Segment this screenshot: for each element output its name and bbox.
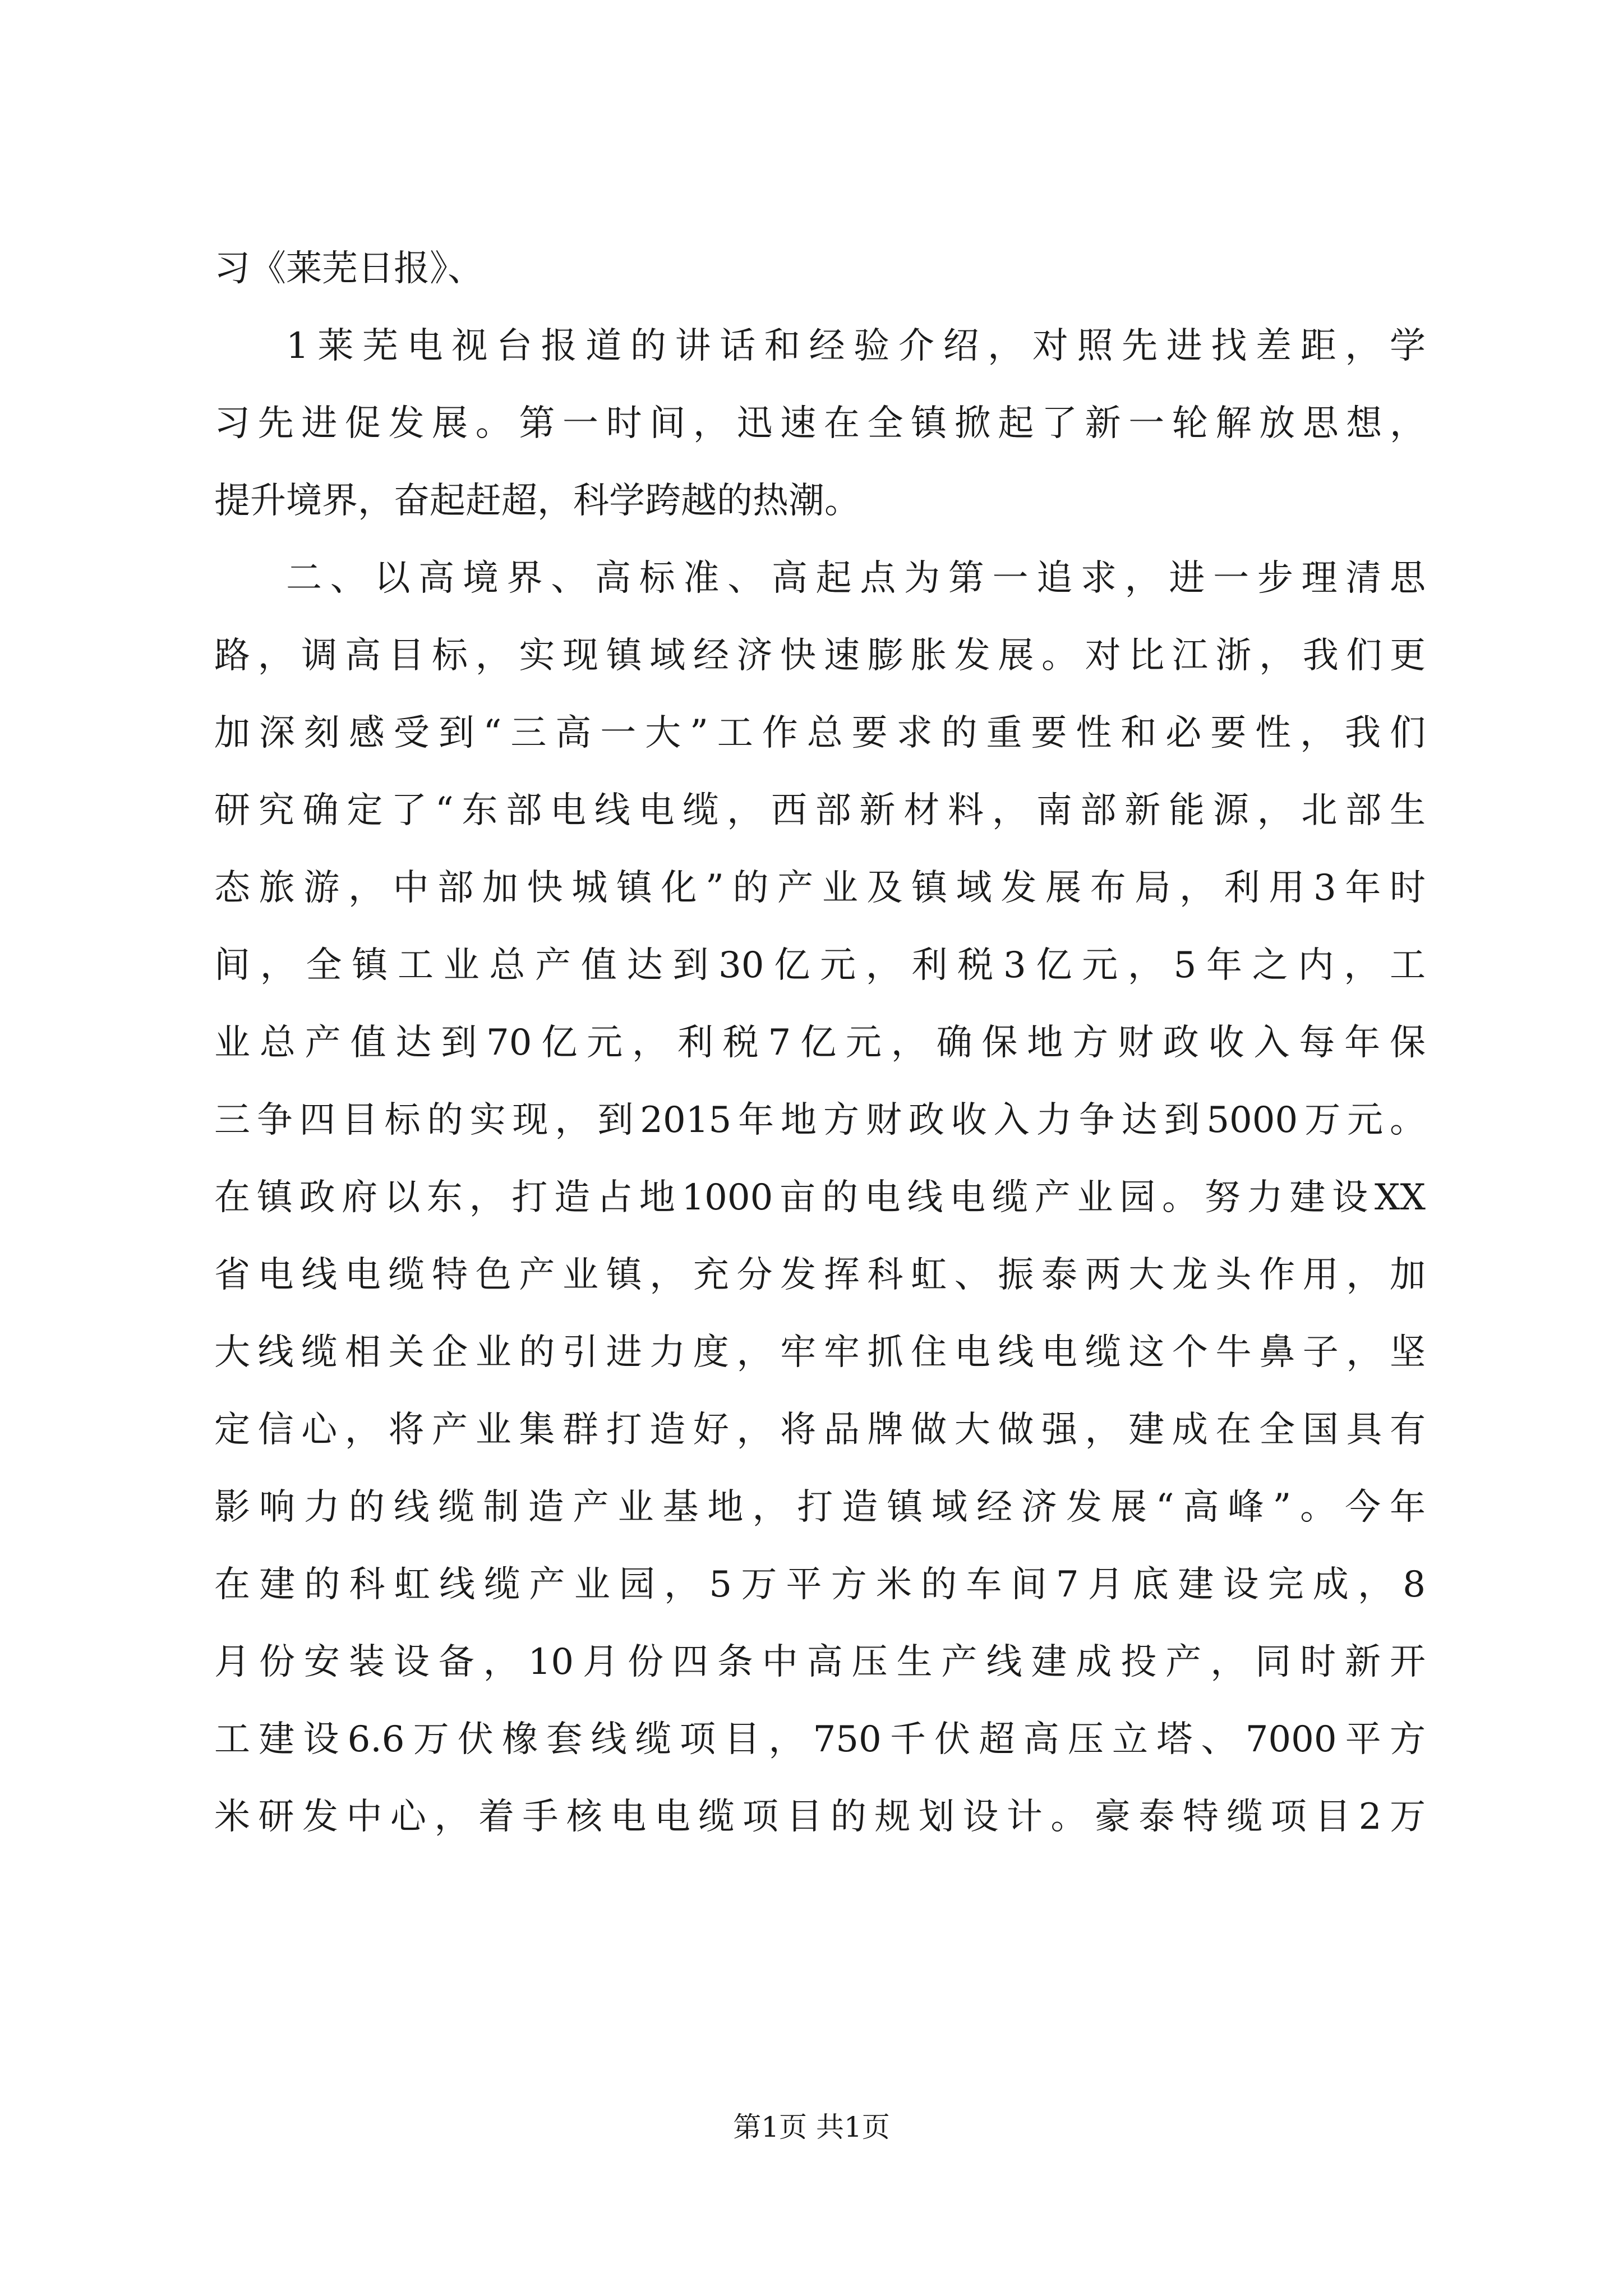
text-line: 省电线电缆特色产业镇，充分发挥科虹、振泰两大龙头作用，加 — [214, 1254, 1426, 1296]
text-line: 在镇政府以东，打造占地1000亩的电线电缆产业园。努力建设XX — [214, 1177, 1426, 1218]
text-line: 习先进促发展。第一时间，迅速在全镇掀起了新一轮解放思想， — [214, 403, 1426, 444]
text-line: 二、以高境界、高标准、高起点为第一追求，进一步理清思 — [286, 558, 1426, 599]
page-footer: 第1页 共1页 — [733, 2111, 890, 2143]
text-line: 影响力的线缆制造产业基地，打造镇域经济发展“高峰”。今年 — [214, 1487, 1426, 1528]
text-line: 1莱芜电视台报道的讲话和经验介绍，对照先进找差距，学 — [286, 325, 1426, 367]
text-line: 间，全镇工业总产值达到30亿元，利税3亿元，5年之内，工 — [214, 945, 1426, 986]
text-line: 三争四目标的实现，到2015年地方财政收入力争达到5000万元。 — [214, 1099, 1426, 1141]
text-line: 研究确定了“东部电线电缆，西部新材料，南部新能源，北部生 — [214, 790, 1426, 831]
text-line: 工建设6.6万伏橡套线缆项目，750千伏超高压立塔、7000平方 — [214, 1719, 1426, 1760]
text-line: 定信心，将产业集群打造好，将品牌做大做强，建成在全国具有 — [214, 1409, 1426, 1451]
text-line: 业总产值达到70亿元，利税7亿元，确保地方财政收入每年保 — [214, 1022, 1426, 1064]
text-line: 加深刻感受到“三高一大”工作总要求的重要性和必要性，我们 — [214, 712, 1426, 754]
document-body — [214, 230, 1426, 1856]
text-line: 月份安装设备，10月份四条中高压生产线建成投产，同时新开 — [214, 1641, 1426, 1683]
text-line: 态旅游，中部加快城镇化”的产业及镇域发展布局，利用3年时 — [214, 867, 1426, 909]
text-line: 米研发中心，着手核电电缆项目的规划设计。豪泰特缆项目2万 — [214, 1796, 1426, 1838]
text-line: 提升境界，奋起赶超，科学跨越的热潮。 — [214, 480, 860, 522]
text-line: 大线缆相关企业的引进力度，牢牢抓住电线电缆这个牛鼻子，坚 — [214, 1332, 1426, 1373]
text-line: 在建的科虹线缆产业园，5万平方米的车间7月底建设完成，8 — [214, 1564, 1426, 1605]
text-line: 习《莱芜日报》、 — [214, 248, 483, 289]
text-line: 路，调高目标，实现镇域经济快速膨胀发展。对比江浙，我们更 — [214, 635, 1426, 677]
